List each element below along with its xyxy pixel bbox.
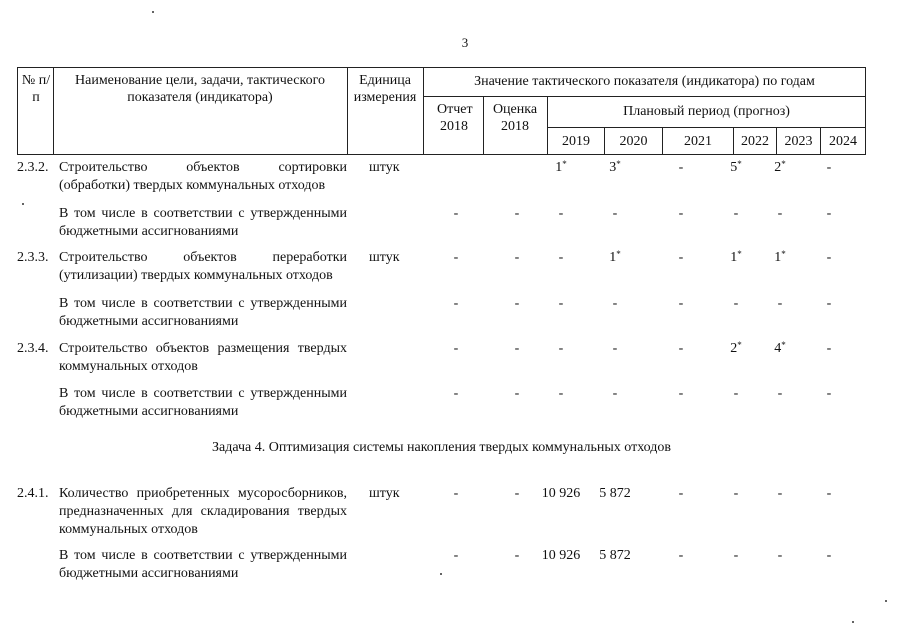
- row-unit: штук: [369, 250, 400, 265]
- year-value: -: [826, 160, 832, 175]
- year-value: -: [558, 206, 564, 221]
- year-value: -: [678, 296, 684, 311]
- year-value: -: [826, 548, 832, 563]
- year-value: -: [826, 386, 832, 401]
- header-year: 2019: [562, 134, 590, 149]
- header-plan: Плановый период (прогноз): [623, 104, 790, 119]
- row-name: В том числе в соответствии с утвержденными бюджетными ассигнованиями: [59, 548, 347, 581]
- year-value: -: [558, 296, 564, 311]
- row-number: 2.3.3.: [17, 250, 49, 265]
- year-value: 10 926: [541, 486, 581, 501]
- year-value: -: [777, 296, 783, 311]
- year-value: -: [558, 250, 564, 265]
- year-value: -: [678, 486, 684, 501]
- footnote-star: *: [737, 159, 742, 169]
- year-value: -: [678, 341, 684, 356]
- table-header: [17, 67, 866, 155]
- row-name: Количество приобретенных мусоросборников, предназначенных для складирования твердых коммунальных отходов: [59, 486, 347, 537]
- header-report: Отчет 2018: [437, 102, 473, 134]
- footnote-star: *: [781, 340, 786, 350]
- year-value: -: [826, 486, 832, 501]
- year-value: -: [558, 341, 564, 356]
- year-value: 2*: [774, 159, 786, 175]
- row-name: Строительство объектов сортировки (обработки) твердых коммунальных отходов: [59, 160, 347, 193]
- row-number: 2.3.4.: [17, 341, 49, 356]
- report-value: -: [453, 341, 459, 356]
- header-estimate: Оценка 2018: [492, 102, 538, 134]
- header-unit: Единица измерения: [353, 73, 417, 105]
- report-value: -: [453, 386, 459, 401]
- estimate-value: -: [514, 341, 520, 356]
- year-value: -: [733, 296, 739, 311]
- year-value: -: [678, 548, 684, 563]
- year-value: 1*: [555, 159, 567, 175]
- estimate-value: -: [514, 386, 520, 401]
- year-value: -: [678, 386, 684, 401]
- year-value: -: [777, 386, 783, 401]
- header-year: 2022: [741, 134, 769, 149]
- row-name: В том числе в соответствии с утвержденными бюджетными ассигнованиями: [59, 206, 347, 239]
- row-name: Строительство объектов размещения твердых коммунальных отходов: [59, 341, 347, 374]
- header-year: 2020: [619, 134, 648, 149]
- year-value: -: [678, 206, 684, 221]
- row-name: Строительство объектов переработки (утилизации) твердых коммунальных отходов: [59, 250, 347, 283]
- row-number: 2.4.1.: [17, 486, 49, 501]
- year-value: 5 872: [599, 548, 631, 563]
- row-unit: штук: [369, 486, 400, 501]
- footnote-star: *: [737, 340, 742, 350]
- year-value: -: [733, 548, 739, 563]
- year-value: -: [777, 548, 783, 563]
- report-value: -: [453, 548, 459, 563]
- year-value: -: [826, 341, 832, 356]
- footnote-star: *: [781, 249, 786, 259]
- footnote-star: *: [781, 159, 786, 169]
- year-value: -: [826, 206, 832, 221]
- year-value: -: [612, 386, 618, 401]
- report-value: -: [453, 206, 459, 221]
- estimate-value: -: [514, 250, 520, 265]
- year-value: -: [826, 250, 832, 265]
- year-value: -: [733, 486, 739, 501]
- report-value: -: [453, 250, 459, 265]
- header-values: Значение тактического показателя (индикатора) по годам: [474, 74, 815, 89]
- year-value: 5*: [730, 159, 742, 175]
- header-year: 2024: [829, 134, 857, 149]
- year-value: -: [733, 206, 739, 221]
- year-value: -: [678, 160, 684, 175]
- year-value: 1*: [774, 249, 786, 265]
- page-number: 3: [461, 35, 469, 50]
- footnote-star: *: [616, 249, 621, 259]
- estimate-value: -: [514, 548, 520, 563]
- header-num: № п/п: [21, 73, 51, 105]
- row-number: 2.3.2.: [17, 160, 49, 175]
- footnote-star: *: [562, 159, 567, 169]
- report-value: -: [453, 296, 459, 311]
- header-year: 2021: [684, 134, 712, 149]
- row-name: В том числе в соответствии с утвержденными бюджетными ассигнованиями: [59, 296, 347, 329]
- estimate-value: -: [514, 206, 520, 221]
- year-value: 4*: [774, 340, 786, 356]
- year-value: 10 926: [541, 548, 581, 563]
- year-value: -: [733, 386, 739, 401]
- row-unit: штук: [369, 160, 400, 175]
- year-value: 1*: [730, 249, 742, 265]
- year-value: 2*: [730, 340, 742, 356]
- footnote-star: *: [616, 159, 621, 169]
- row-name: В том числе в соответствии с утвержденными бюджетными ассигнованиями: [59, 386, 347, 419]
- year-value: 1*: [609, 249, 621, 265]
- year-value: -: [612, 296, 618, 311]
- header-name: Наименование цели, задачи, тактического показателя (индикатора): [75, 73, 325, 105]
- section-title: Задача 4. Оптимизация системы накопления твердых коммунальных отходов: [212, 440, 671, 455]
- year-value: -: [826, 296, 832, 311]
- year-value: 5 872: [599, 486, 631, 501]
- year-value: -: [612, 206, 618, 221]
- year-value: -: [612, 341, 618, 356]
- estimate-value: -: [514, 486, 520, 501]
- year-value: -: [777, 486, 783, 501]
- year-value: -: [558, 386, 564, 401]
- footnote-star: *: [737, 249, 742, 259]
- estimate-value: -: [514, 296, 520, 311]
- report-value: -: [453, 486, 459, 501]
- year-value: -: [678, 250, 684, 265]
- header-year: 2023: [784, 134, 813, 149]
- year-value: 3*: [609, 159, 621, 175]
- year-value: -: [777, 206, 783, 221]
